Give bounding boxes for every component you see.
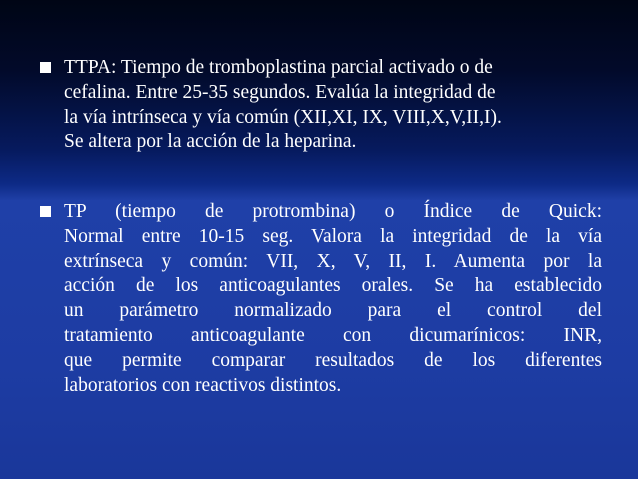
- text-line: extrínseca y común: VII, X, V, II, I. Aumenta por la: [64, 250, 602, 272]
- text-line: Se altera por la acción de la heparina.: [64, 131, 357, 153]
- text-line: un parámetro normalizado para el control del: [64, 300, 602, 322]
- bullet-ttpa-text: [64, 56, 602, 155]
- text-line: acción de los anticoagulantes orales. Se ha establecido: [64, 275, 602, 297]
- text-line: que permite comparar resultados de los diferentes: [64, 349, 602, 371]
- text-line: Normal entre 10-15 seg. Valora la integridad de la vía: [64, 225, 602, 247]
- square-bullet-icon: [40, 206, 51, 217]
- text-line: cefalina. Entre 25-35 segundos. Evalúa la integridad de: [64, 81, 496, 103]
- square-bullet-icon: [40, 62, 51, 73]
- text-line: la vía intrínseca y vía común (XII,XI, IX, VIII,X,V,II,I).: [64, 106, 502, 128]
- text-line: laboratorios con reactivos distintos.: [64, 374, 342, 396]
- bullet-tp-text: [64, 200, 602, 398]
- text-line: TTPA: Tiempo de tromboplastina parcial activado o de: [64, 57, 493, 78]
- text-line: tratamiento anticoagulante con dicumarínicos: INR,: [64, 324, 602, 346]
- text-line: TP (tiempo de protrombina) o Índice de Quick:: [64, 201, 602, 222]
